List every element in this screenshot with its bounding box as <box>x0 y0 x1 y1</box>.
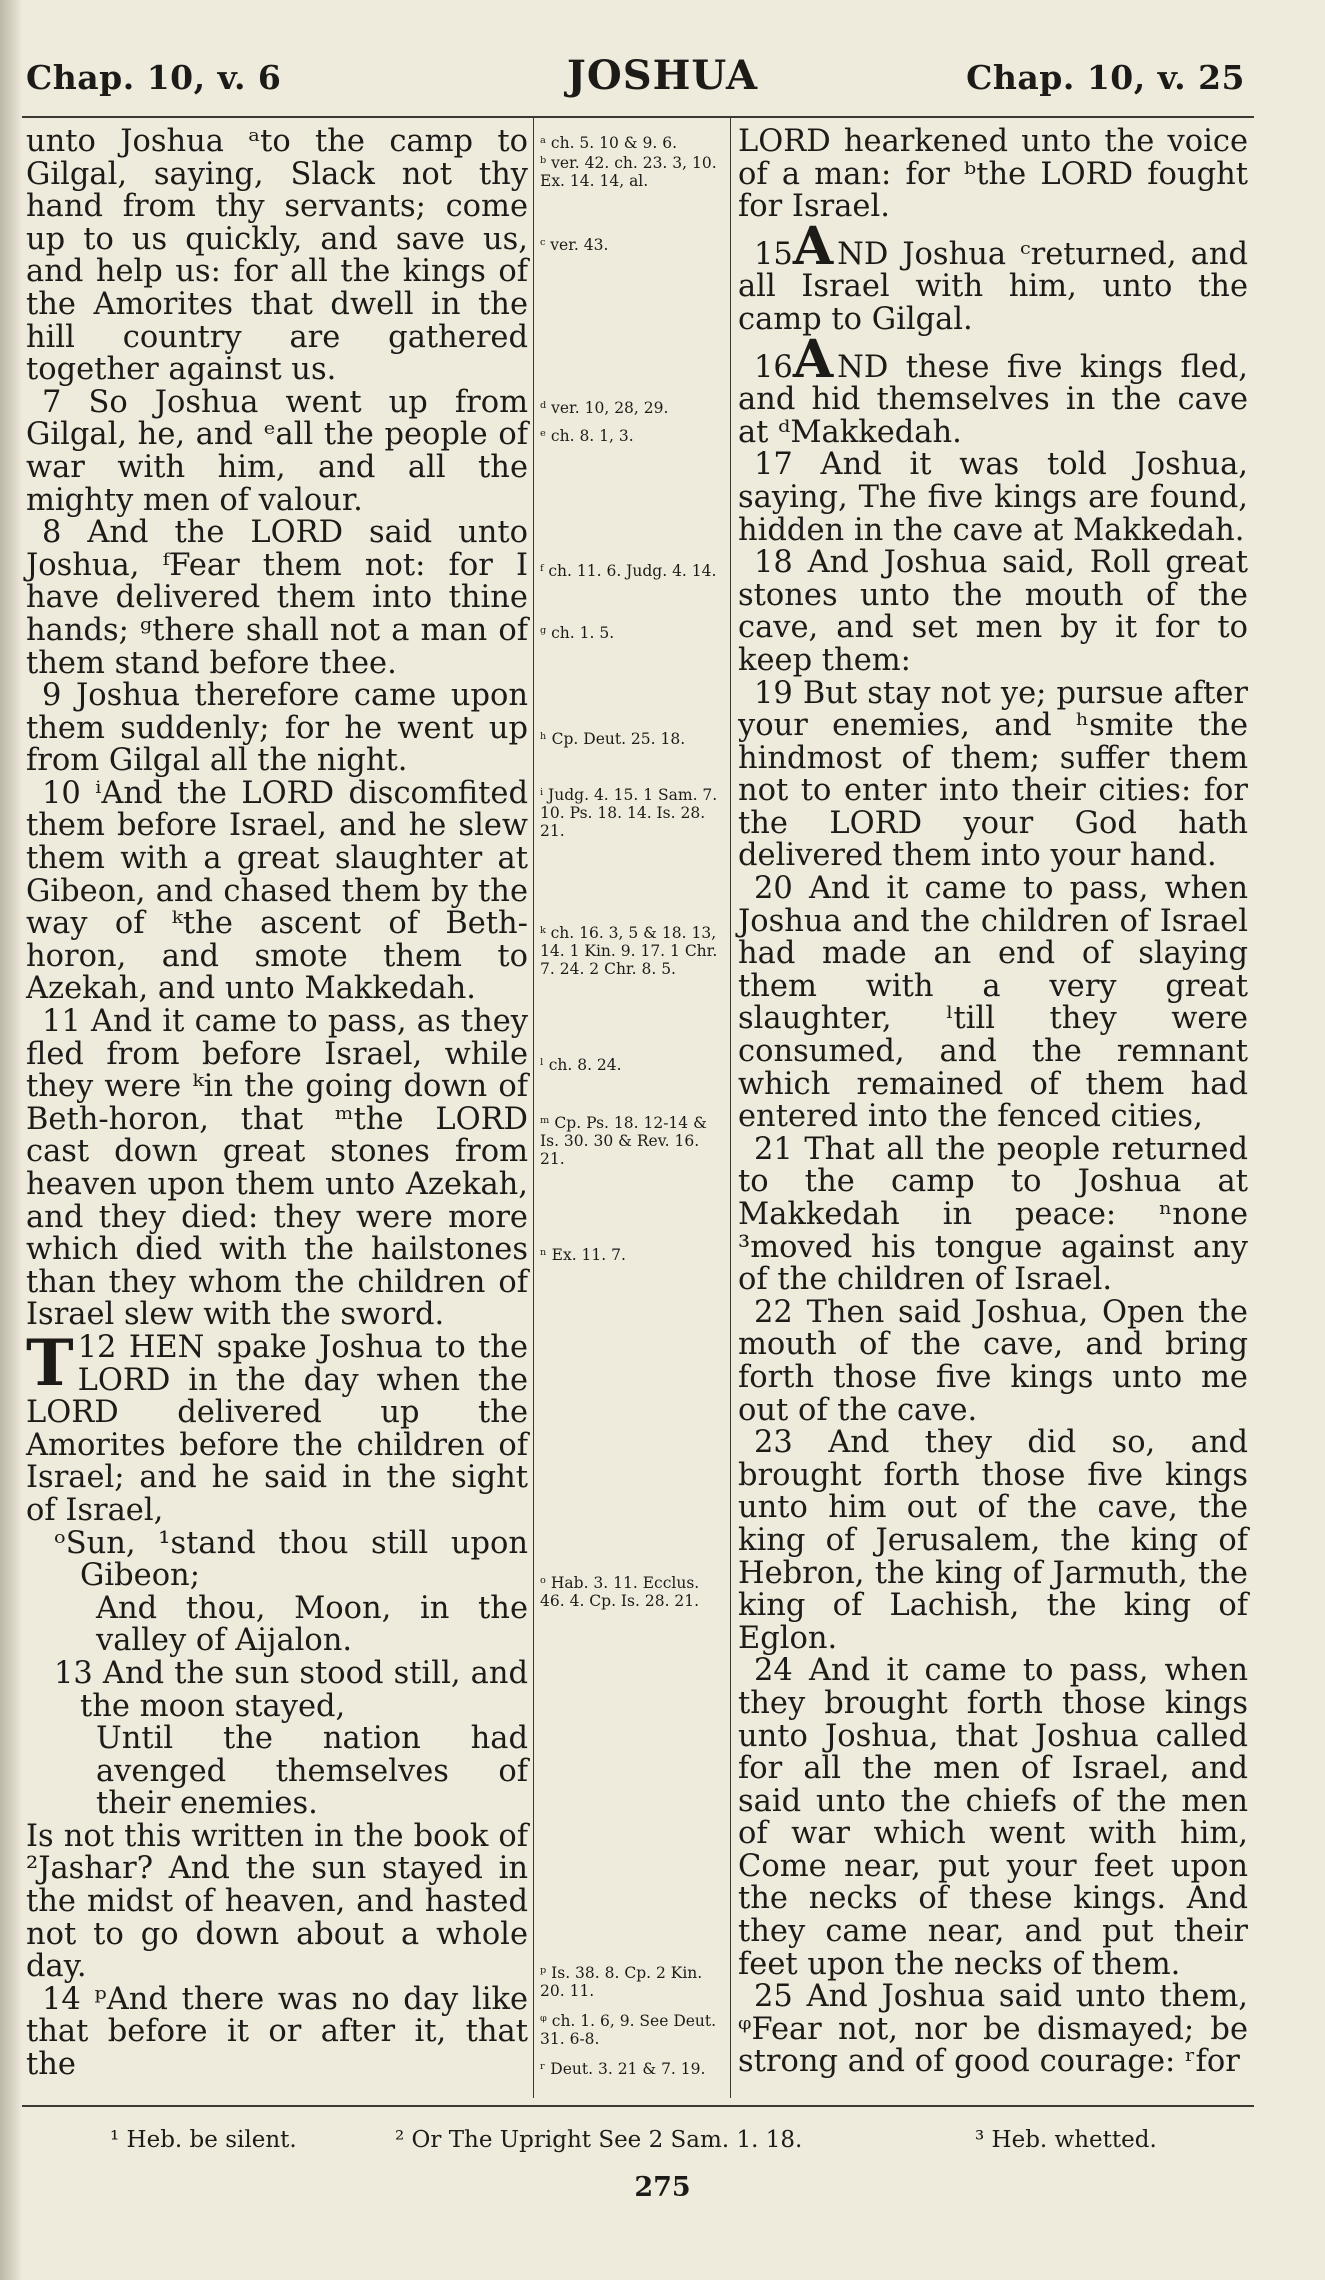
verse-number: 12 <box>77 1329 117 1365</box>
verse-25: 25 And Joshua said unto them, ᵠFear not, nor be dismayed; be strong and of good courage: ʳfor <box>738 1979 1248 2080</box>
verse-22: 22 Then said Joshua, Open the mouth of the cave, and bring forth those five kings unto me out of the cave. <box>738 1294 1248 1428</box>
verse-16-text: ND these five kings fled, and hid themselves in the cave at ᵈMakkedah. <box>738 349 1248 450</box>
verse-12-text: HEN spake Joshua to the LORD in the day when the LORD delivered up the Amorites before the children of Israel; and he said in the sight of Israel, <box>26 1329 528 1528</box>
margin-ref: ᶜ ver. 43. <box>540 236 609 254</box>
page-number: 275 <box>634 2172 691 2203</box>
verse-9: 9 Joshua therefore came upon them suddenly; for he went up from Gilgal all the night. <box>26 678 528 779</box>
margin-ref: ᵏ ch. 16. 3, 5 & 18. 13, 14. 1 Kin. 9. 17. 1 Chr. 7. 24. 2 Chr. 8. 5. <box>540 924 718 978</box>
verse-11: 11 And it came to pass, as they fled from before Israel, while they were ᵏin the going down of Beth-horon, that ᵐthe LORD cast down great stones from heaven upon them unto Azekah, and they died: they were more which died with the hailstones than they whom the children of Israel slew with the sword. <box>26 1004 528 1333</box>
margin-ref: ʰ Cp. Deut. 25. 18. <box>540 730 686 748</box>
footnote-3: ³ Heb. whetted. <box>975 2127 1157 2153</box>
verse-15-text: ND Joshua ᶜreturned, and all Israel with him, unto the camp to Gilgal. <box>738 236 1248 337</box>
margin-ref: ⁿ Ex. 11. 7. <box>540 1246 626 1264</box>
footnote-2: ² Or The Upright See 2 Sam. 1. 18. <box>395 2127 803 2153</box>
verse-17: 17 And it was told Joshua, saying, The five kings are found, hidden in the cave at Makkedah. <box>738 447 1248 548</box>
right-text-column <box>738 126 1248 2079</box>
margin-ref: ᵈ ver. 10, 28, 29. <box>540 399 669 417</box>
running-header <box>0 0 1325 120</box>
verse-15 <box>738 215 1248 337</box>
margin-ref: ᵃ ch. 5. 10 & 9. 6. <box>540 134 678 152</box>
verse-number: 15 <box>754 236 793 272</box>
verse-10: 10 ⁱAnd the LORD discomfited them before Israel, and he slew them with a great slaughter at Gibeon, and chased them by the way of ᵏthe ascent of Beth-horon, and smote them to Azekah, and unto Makkedah. <box>26 775 528 1007</box>
poem-line: Until the nation had avenged themselves of their enemies. <box>96 1721 528 1822</box>
verse-6-continued: unto Joshua ᵃto the camp to Gilgal, saying, Slack not thy hand from thy servants; come up to us quickly, and save us, and help us: for all the kings of the Amorites that dwell in the hill country are gathered together against us. <box>26 124 528 388</box>
poem-line: 13 And the sun stood still, and the moon stayed, <box>54 1655 528 1724</box>
book-title: JOSHUA <box>566 52 759 99</box>
footnote-1: ¹ Heb. be silent. <box>110 2127 297 2153</box>
verse-19: 19 But stay not ye; pursue after your enemies, and ʰsmite the hindmost of them; suffer them not to enter into their cities: for the LORD your God hath delivered them into your hand. <box>738 675 1248 874</box>
margin-ref: ᵉ ch. 8. 1, 3. <box>540 427 634 445</box>
footnote-rule <box>22 2105 1254 2107</box>
verse-16 <box>738 328 1248 450</box>
verse-7: 7 So Joshua went up from Gilgal, he, and ᵉall the people of war with him, and all the mighty men of valour. <box>26 384 528 518</box>
verse-13-continued: Is not this written in the book of ²Jashar? And the sun stayed in the midst of heaven, and hasted not to go down about a whole day. <box>26 1818 528 1985</box>
column-rule-left <box>533 118 534 2098</box>
margin-ref: ᵍ ch. 1. 5. <box>540 624 615 642</box>
margin-ref: ʳ Deut. 3. 21 & 7. 19. <box>540 2060 706 2078</box>
verse-24: 24 And it came to pass, when they brought forth those kings unto Joshua, that Joshua called for all the men of Israel, and said unto the chiefs of the men of war which went with him, Come near, put your feet upon the necks of these kings. And they came near, and put their feet upon the necks of them. <box>738 1653 1248 1982</box>
header-rule <box>22 116 1254 118</box>
verse-20: 20 And it came to pass, when Joshua and the children of Israel had made an end of slaying them with a very great slaughter, ˡtill they were consumed, and the remnant which remained of them had entered into the fenced cities, <box>738 871 1248 1135</box>
header-chapter-end: Chap. 10, v. 25 <box>966 58 1245 97</box>
verse-21: 21 That all the people returned to the camp to Joshua at Makkedah in peace: ⁿnone ³moved his tongue against any of the children of Israel. <box>738 1131 1248 1298</box>
column-rule-right <box>730 118 731 2098</box>
verse-14: 14 ᵖAnd there was no day like that before it or after it, that the <box>26 1981 528 2083</box>
left-text-column <box>26 126 528 2082</box>
drop-cap: T <box>26 1325 74 1401</box>
verse-18: 18 And Joshua said, Roll great stones unto the mouth of the cave, and set men by it for to keep them: <box>738 545 1248 678</box>
verse-12 <box>26 1325 528 1528</box>
page-binding-edge <box>0 0 22 2280</box>
poem-line: ᵒSun, ¹stand thou still upon Gibeon; <box>54 1525 528 1594</box>
verse-23: 23 And they did so, and brought forth those five kings unto him out of the cave, the king of Jerusalem, the king of Hebron, the king of Jarmuth, the king of Lachish, the king of Eglon. <box>738 1425 1248 1656</box>
margin-ref: ᶠ ch. 11. 6. Judg. 4. 14. <box>540 562 717 580</box>
margin-ref: ᵒ Hab. 3. 11. Ecclus. 46. 4. Cp. Is. 28. 21. <box>540 1574 700 1610</box>
margin-ref: ᵐ Cp. Ps. 18. 12-14 & Is. 30. 30 & Rev. 16. 21. <box>540 1114 707 1168</box>
poem-line: And thou, Moon, in the valley of Aijalon. <box>96 1590 528 1659</box>
margin-ref: ᵖ Is. 38. 8. Cp. 2 Kin. 20. 11. <box>540 1964 703 2000</box>
margin-ref: ˡ ch. 8. 24. <box>540 1056 622 1074</box>
margin-ref: ᵠ ch. 1. 6, 9. See Deut. 31. 6-8. <box>540 2012 717 2048</box>
verse-number: 16 <box>754 349 793 385</box>
margin-ref: ᵇ ver. 42. ch. 23. 3, 10. Ex. 14. 14, al. <box>540 154 717 190</box>
margin-ref: ⁱ Judg. 4. 15. 1 Sam. 7. 10. Ps. 18. 14. Is. 28. 21. <box>540 786 718 840</box>
header-chapter-start: Chap. 10, v. 6 <box>26 58 282 97</box>
verse-8: 8 And the LORD said unto Joshua, ᶠFear them not: for I have delivered them into thine hands; ᵍthere shall not a man of them stand before thee. <box>26 515 528 681</box>
drop-cap: A <box>792 328 834 390</box>
drop-cap: A <box>792 215 834 277</box>
verse-14-continued: LORD hearkened unto the voice of a man: for ᵇthe LORD fought for Israel. <box>738 124 1248 225</box>
